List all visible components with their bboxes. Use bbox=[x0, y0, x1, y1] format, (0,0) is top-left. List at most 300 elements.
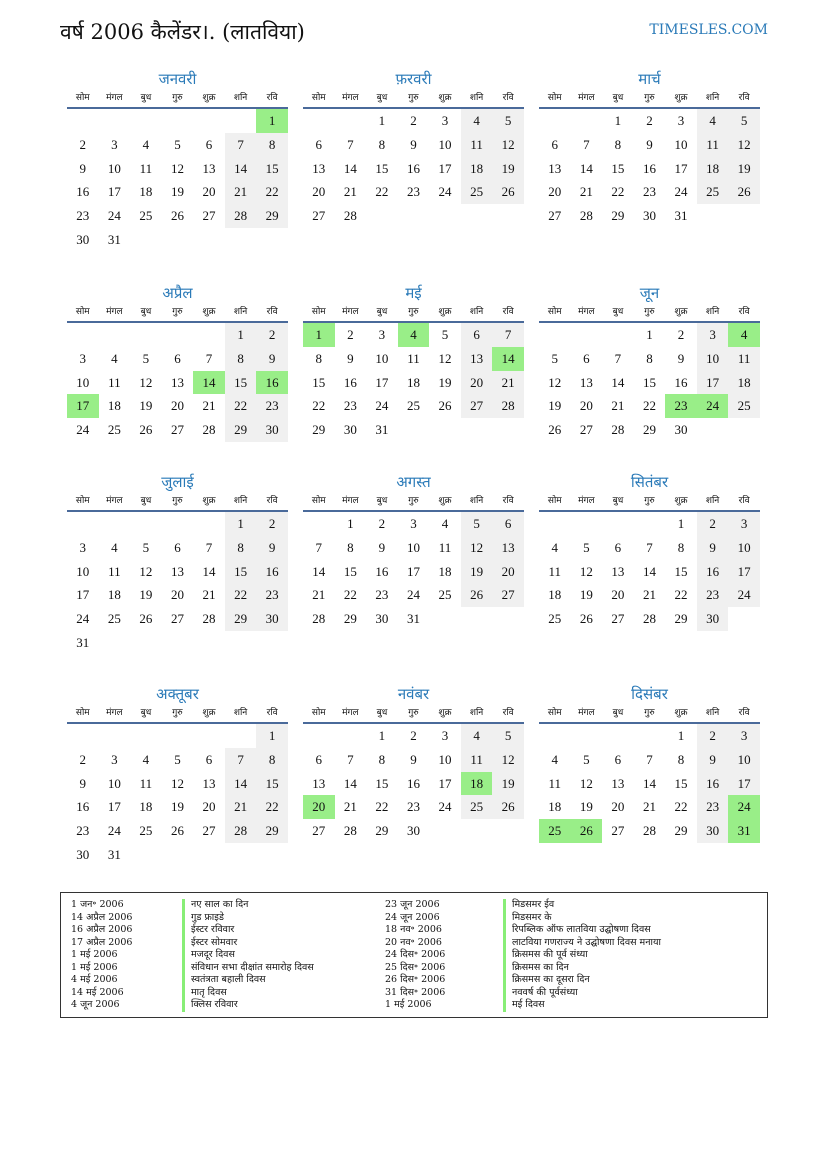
day-cell: 8 bbox=[378, 751, 386, 767]
week-row bbox=[67, 819, 288, 843]
weekday-label: बुध bbox=[140, 93, 152, 103]
empty-cell bbox=[225, 724, 257, 748]
day-cell: 19 bbox=[438, 374, 452, 390]
month-name: दिसंबर bbox=[631, 685, 668, 703]
empty-cell bbox=[492, 418, 524, 442]
holiday-date: 24 दिस॰ 2006 bbox=[385, 949, 446, 960]
day-cell: 27 bbox=[611, 823, 625, 839]
day-cell: 1 bbox=[378, 113, 386, 128]
day-cell: 15 bbox=[343, 563, 357, 579]
day-cell: 12 bbox=[139, 374, 153, 390]
day-cell: 26 bbox=[170, 208, 184, 224]
weekday-label: गुरु bbox=[644, 496, 655, 506]
empty-cell bbox=[162, 228, 194, 252]
day-cell: 16 bbox=[375, 563, 389, 579]
day-cell: 18 bbox=[438, 563, 452, 579]
day-cell: 9 bbox=[79, 775, 87, 791]
day-cell: 10 bbox=[406, 539, 420, 555]
month-name: अगस्त bbox=[396, 473, 431, 491]
day-cell: 10 bbox=[438, 751, 452, 767]
day-cell: 30 bbox=[697, 607, 729, 631]
holiday-name: मिडसमर ईव bbox=[503, 899, 661, 912]
day-cell: 31 bbox=[76, 634, 90, 650]
empty-cell bbox=[571, 724, 603, 748]
day-cell: 27 bbox=[579, 422, 593, 438]
week-row bbox=[67, 560, 288, 584]
week-row bbox=[303, 536, 524, 560]
day-cell: 22 bbox=[375, 184, 389, 200]
day-cell: 8 bbox=[225, 536, 257, 560]
day-cell: 10 bbox=[438, 136, 452, 152]
day-cell: 14 bbox=[642, 775, 656, 791]
weekday-header bbox=[303, 493, 524, 512]
day-cell: 27 bbox=[170, 422, 184, 438]
weekday-header bbox=[539, 493, 760, 512]
empty-cell bbox=[256, 228, 288, 252]
weekday-label: गुरु bbox=[172, 93, 183, 103]
holiday-dates-col-1 bbox=[71, 899, 132, 1012]
day-cell: 13 bbox=[611, 563, 625, 579]
empty-cell bbox=[99, 109, 131, 133]
day-cell: 5 bbox=[583, 539, 590, 555]
day-cell: 3 bbox=[677, 113, 685, 128]
week-row bbox=[67, 631, 288, 655]
day-cell: 27 bbox=[461, 394, 493, 418]
holiday-name: गुड फ्राइडे bbox=[182, 912, 314, 925]
week-row bbox=[67, 536, 288, 560]
day-cell: 26 bbox=[492, 795, 524, 819]
day-cell: 11 bbox=[108, 563, 121, 579]
holiday-names-col-2 bbox=[503, 899, 661, 1012]
holiday-day-cell: 20 bbox=[303, 795, 335, 819]
day-cell: 16 bbox=[697, 772, 729, 796]
day-cell: 9 bbox=[378, 539, 386, 555]
holiday-names-col-1 bbox=[182, 899, 314, 1012]
day-cell: 15 bbox=[611, 160, 625, 176]
quarter-row bbox=[67, 471, 760, 655]
holiday-day-cell: 14 bbox=[492, 347, 524, 371]
week-row bbox=[67, 607, 288, 631]
day-cell: 11 bbox=[548, 563, 562, 579]
month-name: जुलाई bbox=[161, 473, 194, 491]
week-row bbox=[67, 109, 288, 133]
holiday-name: नववर्ष की पूर्वसंध्या bbox=[503, 987, 661, 1000]
weekday-label: मंगल bbox=[106, 708, 123, 718]
week-row bbox=[303, 819, 524, 843]
day-cell: 30 bbox=[256, 418, 288, 442]
day-cell: 6 bbox=[174, 350, 181, 366]
month-block bbox=[539, 282, 760, 442]
holiday-date: 4 मई 2006 bbox=[71, 974, 118, 985]
day-cell: 18 bbox=[107, 587, 121, 603]
day-cell: 14 bbox=[312, 563, 326, 579]
month-name: जून bbox=[639, 284, 660, 302]
holiday-day-cell: 24 bbox=[697, 394, 729, 418]
week-row bbox=[67, 583, 288, 607]
weekday-label: शुक्र bbox=[674, 307, 688, 317]
empty-cell bbox=[130, 724, 162, 748]
empty-cell bbox=[162, 843, 194, 867]
holiday-date: 1 मई 2006 bbox=[71, 949, 118, 960]
month-name: नवंबर bbox=[397, 685, 430, 703]
day-cell: 4 bbox=[697, 109, 729, 133]
week-row bbox=[303, 180, 524, 204]
day-cell: 25 bbox=[728, 394, 760, 418]
day-cell: 9 bbox=[256, 536, 288, 560]
month-name: फ़रवरी bbox=[395, 70, 432, 88]
day-cell: 24 bbox=[76, 422, 90, 438]
weekday-label: सोम bbox=[75, 307, 90, 317]
empty-cell bbox=[303, 724, 335, 748]
holiday-date: 24 जून 2006 bbox=[385, 911, 440, 923]
weekday-label: मंगल bbox=[342, 93, 359, 103]
day-cell: 9 bbox=[697, 748, 729, 772]
day-cell: 21 bbox=[343, 184, 357, 200]
day-cell: 4 bbox=[461, 109, 493, 133]
empty-cell bbox=[256, 631, 288, 655]
day-cell: 24 bbox=[438, 799, 452, 815]
empty-cell bbox=[162, 631, 194, 655]
weekday-label: मंगल bbox=[578, 93, 595, 103]
day-cell: 16 bbox=[343, 374, 357, 390]
day-cell: 20 bbox=[492, 560, 524, 584]
day-cell: 5 bbox=[142, 350, 150, 366]
day-cell: 28 bbox=[343, 208, 357, 224]
day-cell: 26 bbox=[728, 180, 760, 204]
day-cell: 15 bbox=[225, 560, 257, 584]
week-row bbox=[303, 157, 524, 181]
weekday-label: बुध bbox=[140, 496, 152, 506]
weekday-label: शुक्र bbox=[438, 496, 452, 506]
day-cell: 2 bbox=[410, 728, 417, 743]
weekday-label: गुरु bbox=[408, 307, 419, 317]
day-cell: 28 bbox=[312, 611, 326, 627]
empty-cell bbox=[461, 607, 493, 631]
week-row bbox=[67, 748, 288, 772]
day-cell: 18 bbox=[548, 587, 562, 603]
empty-cell bbox=[130, 512, 162, 536]
empty-cell bbox=[303, 109, 335, 133]
day-cell: 20 bbox=[202, 184, 216, 200]
week-row bbox=[539, 371, 760, 395]
week-row bbox=[67, 228, 288, 252]
empty-cell bbox=[130, 228, 162, 252]
week-row bbox=[303, 394, 524, 418]
weekday-label: शनि bbox=[705, 93, 720, 103]
weekday-label: गुरु bbox=[644, 93, 655, 103]
weekday-label: सोम bbox=[311, 496, 326, 506]
week-row bbox=[303, 109, 524, 133]
day-cell: 6 bbox=[461, 323, 493, 347]
holiday-name: रिपब्लिक ऑफ लातविया उद्घोषणा दिवस bbox=[503, 924, 661, 937]
holiday-day-cell: 1 bbox=[256, 109, 288, 133]
weekday-label: गुरु bbox=[408, 708, 419, 718]
week-row bbox=[539, 819, 760, 843]
day-cell: 11 bbox=[139, 160, 153, 176]
day-cell: 11 bbox=[108, 374, 121, 390]
day-cell: 10 bbox=[674, 136, 688, 152]
weekday-label: शुक्र bbox=[438, 307, 452, 317]
day-cell: 20 bbox=[312, 184, 326, 200]
day-cell: 12 bbox=[579, 775, 593, 791]
day-cell: 26 bbox=[139, 422, 153, 438]
day-cell: 18 bbox=[697, 157, 729, 181]
day-cell: 6 bbox=[614, 751, 622, 767]
day-cell: 12 bbox=[139, 563, 153, 579]
week-row bbox=[303, 204, 524, 228]
day-cell: 24 bbox=[438, 184, 452, 200]
day-cell: 5 bbox=[728, 109, 760, 133]
empty-cell bbox=[225, 109, 257, 133]
empty-cell bbox=[67, 323, 99, 347]
day-cell: 7 bbox=[646, 751, 653, 767]
holiday-date: 16 अप्रैल 2006 bbox=[71, 924, 133, 935]
weekday-header bbox=[67, 90, 288, 109]
weekday-label: बुध bbox=[612, 708, 624, 718]
day-cell: 29 bbox=[343, 611, 357, 627]
day-cell: 30 bbox=[343, 422, 357, 438]
day-cell: 8 bbox=[225, 347, 257, 371]
day-cell: 22 bbox=[256, 180, 288, 204]
empty-cell bbox=[634, 724, 666, 748]
weekday-label: मंगल bbox=[342, 496, 359, 506]
day-cell: 27 bbox=[312, 823, 326, 839]
holiday-name: मई दिवस bbox=[503, 999, 661, 1012]
day-cell: 2 bbox=[410, 113, 417, 128]
empty-cell bbox=[492, 204, 524, 228]
holiday-name: ईस्टर सोमवार bbox=[182, 937, 314, 950]
day-cell: 30 bbox=[642, 208, 656, 224]
empty-cell bbox=[335, 724, 367, 748]
holiday-name: लाटविया गणराज्य ने उद्घोषणा दिवस मनाया bbox=[503, 937, 661, 950]
month-block bbox=[67, 68, 288, 252]
weekday-header bbox=[67, 705, 288, 724]
day-cell: 12 bbox=[492, 133, 524, 157]
holiday-name: क्लिस रविवार bbox=[182, 999, 314, 1012]
empty-cell bbox=[602, 724, 634, 748]
day-cell: 1 bbox=[614, 113, 622, 128]
weekday-header bbox=[539, 90, 760, 109]
quarter-row bbox=[67, 282, 760, 442]
day-cell: 10 bbox=[728, 748, 760, 772]
day-cell: 28 bbox=[225, 204, 257, 228]
weekday-header bbox=[303, 90, 524, 109]
day-cell: 13 bbox=[611, 775, 625, 791]
day-cell: 8 bbox=[677, 539, 685, 555]
weekday-label: गुरु bbox=[172, 307, 183, 317]
empty-cell bbox=[162, 323, 194, 347]
day-cell: 29 bbox=[225, 418, 257, 442]
day-cell: 18 bbox=[139, 799, 153, 815]
day-cell: 29 bbox=[312, 422, 326, 438]
weekday-label: शनि bbox=[233, 496, 248, 506]
day-cell: 22 bbox=[225, 583, 257, 607]
day-cell: 2 bbox=[79, 751, 87, 767]
day-cell: 21 bbox=[579, 184, 593, 200]
weekday-label: रवि bbox=[738, 496, 750, 506]
empty-cell bbox=[303, 512, 335, 536]
weekday-label: रवि bbox=[738, 93, 750, 103]
holiday-day-cell: 4 bbox=[728, 323, 760, 347]
day-cell: 25 bbox=[406, 398, 420, 414]
empty-cell bbox=[193, 323, 225, 347]
month-name: मई bbox=[405, 284, 422, 302]
week-row bbox=[303, 724, 524, 748]
day-cell: 19 bbox=[492, 772, 524, 796]
week-row bbox=[539, 772, 760, 796]
holiday-day-cell: 14 bbox=[193, 371, 225, 395]
week-row bbox=[539, 724, 760, 748]
day-cell: 14 bbox=[225, 772, 257, 796]
day-cell: 13 bbox=[548, 160, 562, 176]
day-cell: 28 bbox=[202, 422, 216, 438]
day-cell: 27 bbox=[202, 208, 216, 224]
month-name: अक्तूबर bbox=[156, 685, 199, 703]
empty-cell bbox=[130, 109, 162, 133]
weekday-label: गुरु bbox=[644, 307, 655, 317]
weekday-label: बुध bbox=[140, 708, 152, 718]
week-row bbox=[67, 323, 288, 347]
day-cell: 2 bbox=[677, 327, 685, 342]
holiday-name: मजदूर दिवस bbox=[182, 949, 314, 962]
day-cell: 8 bbox=[256, 133, 288, 157]
month-block bbox=[67, 282, 288, 442]
week-row bbox=[303, 133, 524, 157]
day-cell: 8 bbox=[677, 751, 685, 767]
day-cell: 13 bbox=[170, 374, 184, 390]
day-cell: 28 bbox=[579, 208, 593, 224]
month-block bbox=[539, 68, 760, 252]
day-cell: 6 bbox=[315, 136, 323, 152]
weekday-label: रवि bbox=[738, 708, 750, 718]
week-row bbox=[67, 347, 288, 371]
day-cell: 19 bbox=[492, 157, 524, 181]
day-cell: 28 bbox=[225, 819, 257, 843]
holiday-day-cell: 25 bbox=[539, 819, 571, 843]
day-cell: 29 bbox=[225, 607, 257, 631]
day-cell: 14 bbox=[343, 775, 357, 791]
empty-cell bbox=[99, 631, 131, 655]
day-cell: 8 bbox=[315, 350, 323, 366]
day-cell: 10 bbox=[107, 160, 121, 176]
empty-cell bbox=[366, 204, 398, 228]
holiday-day-cell: 31 bbox=[728, 819, 760, 843]
weekday-label: शुक्र bbox=[674, 496, 688, 506]
day-cell: 26 bbox=[548, 422, 562, 438]
weekday-label: शनि bbox=[469, 307, 484, 317]
day-cell: 14 bbox=[611, 374, 625, 390]
day-cell: 6 bbox=[315, 751, 323, 767]
weekday-label: रवि bbox=[266, 93, 278, 103]
day-cell: 1 bbox=[256, 724, 288, 748]
day-cell: 12 bbox=[170, 160, 184, 176]
day-cell: 17 bbox=[728, 560, 760, 584]
empty-cell bbox=[162, 512, 194, 536]
empty-cell bbox=[162, 724, 194, 748]
empty-cell bbox=[429, 819, 461, 843]
day-cell: 29 bbox=[642, 422, 656, 438]
day-cell: 8 bbox=[378, 136, 386, 152]
day-cell: 17 bbox=[674, 160, 688, 176]
empty-cell bbox=[539, 109, 571, 133]
weekday-label: रवि bbox=[266, 307, 278, 317]
day-cell: 26 bbox=[461, 583, 493, 607]
holiday-date: 23 जून 2006 bbox=[385, 899, 440, 910]
week-row bbox=[539, 536, 760, 560]
day-cell: 3 bbox=[728, 512, 760, 536]
site-link[interactable]: TIMESLES.COM bbox=[649, 22, 768, 38]
day-cell: 28 bbox=[642, 611, 656, 627]
holiday-dates-col-2 bbox=[385, 899, 445, 1012]
day-cell: 10 bbox=[107, 775, 121, 791]
day-cell: 4 bbox=[142, 136, 150, 152]
page-title: वर्ष 2006 कैलेंडर।. (लातविया) bbox=[60, 20, 305, 44]
weekday-label: शुक्र bbox=[202, 496, 216, 506]
weekday-label: बुध bbox=[376, 708, 388, 718]
day-cell: 22 bbox=[343, 587, 357, 603]
day-cell: 29 bbox=[256, 204, 288, 228]
day-cell: 7 bbox=[646, 539, 653, 555]
week-row bbox=[539, 180, 760, 204]
weekday-label: गुरु bbox=[408, 496, 419, 506]
day-cell: 17 bbox=[107, 799, 121, 815]
weekday-label: रवि bbox=[266, 496, 278, 506]
day-cell: 15 bbox=[674, 775, 688, 791]
day-cell: 23 bbox=[697, 795, 729, 819]
weekday-label: सोम bbox=[311, 93, 326, 103]
quarter-row bbox=[67, 683, 760, 867]
week-row bbox=[539, 795, 760, 819]
week-row bbox=[539, 748, 760, 772]
day-cell: 22 bbox=[375, 799, 389, 815]
day-cell: 3 bbox=[111, 751, 118, 767]
week-row bbox=[67, 204, 288, 228]
holiday-date: 18 नव॰ 2006 bbox=[385, 924, 442, 935]
day-cell: 22 bbox=[642, 398, 656, 414]
holiday-day-cell: 1 bbox=[303, 323, 335, 347]
weekday-label: गुरु bbox=[172, 496, 183, 506]
day-cell: 24 bbox=[674, 184, 688, 200]
day-cell: 23 bbox=[642, 184, 656, 200]
weekday-label: रवि bbox=[738, 307, 750, 317]
day-cell: 27 bbox=[492, 583, 524, 607]
day-cell: 12 bbox=[438, 350, 452, 366]
day-cell: 11 bbox=[461, 748, 493, 772]
day-cell: 29 bbox=[611, 208, 625, 224]
empty-cell bbox=[99, 512, 131, 536]
day-cell: 14 bbox=[343, 160, 357, 176]
month-block bbox=[303, 68, 524, 252]
holiday-date: 17 अप्रैल 2006 bbox=[71, 936, 133, 948]
week-row bbox=[303, 560, 524, 584]
empty-cell bbox=[130, 843, 162, 867]
day-cell: 16 bbox=[406, 775, 420, 791]
day-cell: 21 bbox=[202, 398, 216, 414]
empty-cell bbox=[335, 109, 367, 133]
weekday-label: रवि bbox=[502, 93, 514, 103]
day-cell: 13 bbox=[202, 160, 216, 176]
weekday-label: शुक्र bbox=[202, 708, 216, 718]
holiday-name: क्रिसमस की पूर्व संध्या bbox=[503, 949, 661, 962]
empty-cell bbox=[193, 512, 225, 536]
day-cell: 10 bbox=[728, 536, 760, 560]
day-cell: 30 bbox=[76, 846, 90, 862]
day-cell: 7 bbox=[225, 748, 257, 772]
month-block bbox=[303, 282, 524, 442]
day-cell: 11 bbox=[139, 775, 153, 791]
day-cell: 19 bbox=[461, 560, 493, 584]
day-cell: 1 bbox=[677, 516, 685, 531]
